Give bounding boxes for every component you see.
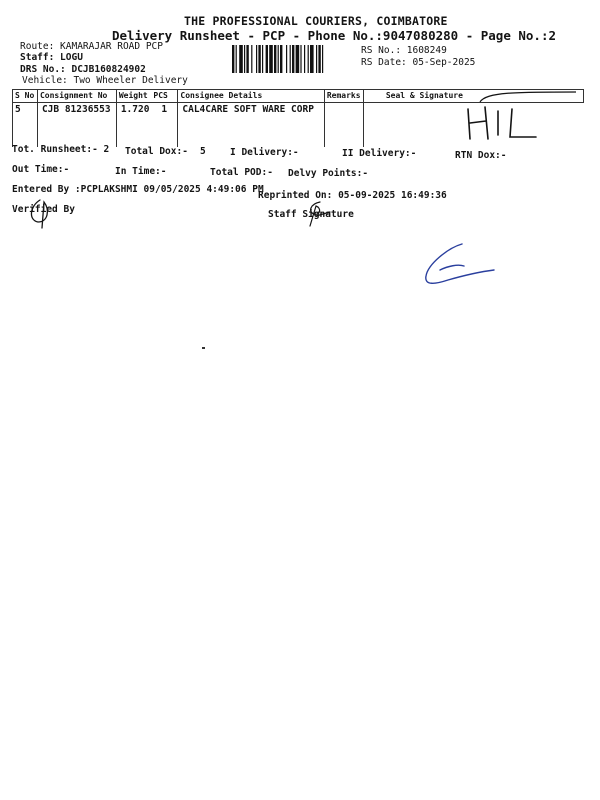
barcode-bar (278, 45, 279, 73)
speck-mark (202, 347, 205, 349)
barcode-bar (318, 45, 320, 73)
barcode-bar (280, 45, 282, 73)
runsheet-subtitle: Delivery Runsheet - PCP - Phone No.:9047080280 - Page No.:2 (112, 28, 557, 43)
staff-signature-label: Staff Signature (268, 209, 354, 220)
col-seal-signature: Seal & Signature (363, 90, 583, 103)
barcode-bar (269, 45, 273, 73)
barcode-bar (258, 45, 260, 73)
barcode-bar (246, 45, 248, 73)
seal-pen-stroke (476, 90, 586, 104)
barcode-bar (286, 45, 287, 73)
barcode-image (232, 45, 356, 73)
barcode-bar (256, 45, 257, 73)
cell-sno: 5 (13, 103, 38, 148)
in-time: In Time:- (115, 166, 167, 177)
barcode-bar (308, 45, 309, 73)
cell-pcs: 1 (151, 103, 177, 148)
rs-number: RS No.: 1608249 (361, 45, 447, 56)
rtn-dox: RTN Dox:- (455, 150, 507, 161)
barcode-bar (236, 45, 237, 73)
col-consignment: Consignment No (37, 90, 116, 103)
staff-signature-image (300, 198, 332, 228)
barcode-bar (266, 45, 268, 73)
cell-seal-signature (363, 103, 583, 148)
col-pcs: PCS (151, 90, 177, 103)
cell-remarks (324, 103, 363, 148)
barcode-bar (262, 45, 263, 73)
barcode-bar (251, 45, 252, 73)
delvy-points: Delvy Points:- (288, 168, 369, 179)
entered-by: Entered By :PCPLAKSHMI 09/05/2025 4:49:06 PM (12, 184, 264, 195)
barcode-bar (322, 45, 323, 73)
staff-text: Staff: LOGU (20, 52, 83, 63)
barcode-bar (232, 45, 234, 73)
vehicle-text: Vehicle: Two Wheeler Delivery (22, 75, 188, 86)
cell-consignment: CJB 81236553 (37, 103, 116, 148)
handwritten-seal-mark (464, 103, 544, 143)
i-delivery: I Delivery:- (230, 147, 299, 158)
verified-by: Verified By (12, 204, 75, 215)
out-time: Out Time:- (12, 164, 70, 175)
barcode-bar (239, 45, 243, 73)
table-row (13, 103, 584, 148)
drs-number: DRS No.: DCJB160824902 (20, 64, 146, 75)
reprinted-on: Reprinted On: 05-09-2025 16:49:36 (258, 190, 447, 201)
total-dox-value: 5 (200, 146, 206, 157)
barcode-bar (316, 45, 317, 73)
barcode-bar (290, 45, 291, 73)
ii-delivery: II Delivery:- (342, 148, 417, 159)
barcode-bar (292, 45, 294, 73)
barcode-bar (296, 45, 300, 73)
barcode-bar (274, 45, 276, 73)
col-remarks: Remarks (324, 90, 363, 103)
cell-weight: 1.720 (116, 103, 151, 148)
blue-ink-signature-image (418, 240, 498, 290)
barcode-bar (304, 45, 305, 73)
barcode-bar (244, 45, 245, 73)
barcode-bar (310, 45, 314, 73)
total-runsheet: Tot. Runsheet:- 2 (12, 144, 110, 155)
rs-date: RS Date: 05-Sep-2025 (361, 57, 476, 68)
company-title: THE PROFESSIONAL COURIERS, COIMBATORE (184, 14, 448, 28)
col-weight: Weight (116, 90, 151, 103)
total-pod: Total POD:- (210, 167, 273, 178)
cell-consignee: CAL4CARE SOFT WARE CORP (178, 103, 324, 148)
verifier-signature-image (26, 196, 56, 230)
col-sno: S No (13, 90, 38, 103)
total-dox-label: Total Dox:- (125, 146, 188, 157)
route-text: Route: KAMARAJAR ROAD PCP (20, 41, 163, 52)
barcode-bar (300, 45, 301, 73)
col-consignee: Consignee Details (178, 90, 324, 103)
